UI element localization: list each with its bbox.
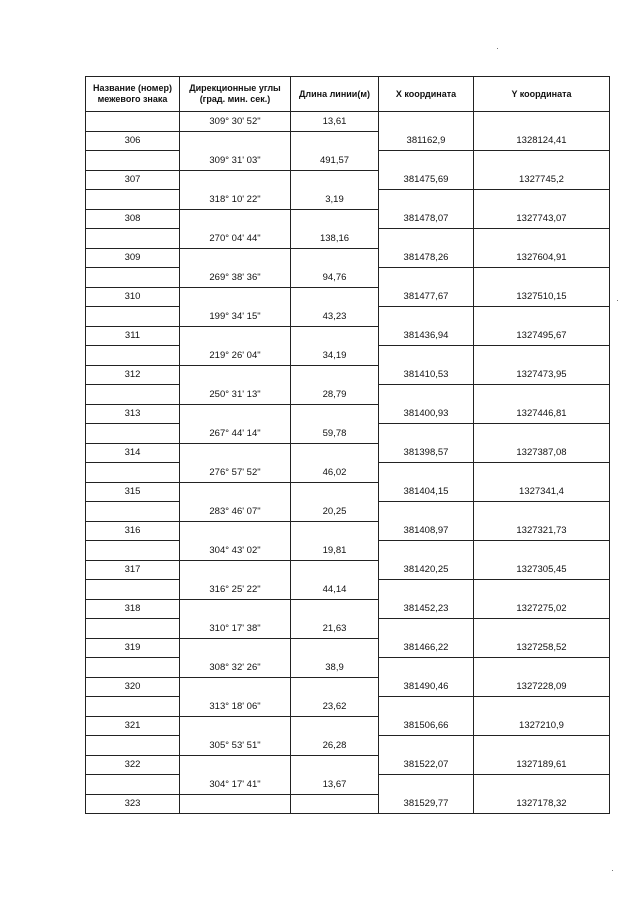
cell-direction-angle [180,209,291,229]
cell-direction-angle: 199° 34' 15" [180,307,291,327]
cell-y-coordinate [474,190,610,210]
cell-x-coordinate: 381398,57 [379,443,474,463]
cell-line-length [291,599,379,619]
cell-line-length: 23,62 [291,697,379,717]
header-y-coordinate: Y координата [474,77,610,112]
cell-direction-angle [180,131,291,151]
cell-direction-angle [180,170,291,190]
cell-y-coordinate: 1327228,09 [474,677,610,697]
cell-direction-angle: 304° 43' 02" [180,541,291,561]
table-row [86,794,610,814]
cell-line-length [291,794,379,814]
cell-mark-name: 307 [86,170,180,190]
table-row [86,541,610,561]
cell-mark-name [86,502,180,522]
cell-direction-angle [180,716,291,736]
cell-y-coordinate [474,268,610,288]
cell-line-length: 138,16 [291,229,379,249]
cell-x-coordinate: 381404,15 [379,482,474,502]
cell-x-coordinate [379,502,474,522]
cell-direction-angle [180,560,291,580]
cell-direction-angle [180,755,291,775]
cell-y-coordinate: 1327495,67 [474,326,610,346]
cell-line-length: 94,76 [291,268,379,288]
cell-line-length: 43,23 [291,307,379,327]
table-row [86,248,610,268]
cell-x-coordinate: 381529,77 [379,794,474,814]
cell-x-coordinate [379,697,474,717]
cell-mark-name: 320 [86,677,180,697]
cell-mark-name: 322 [86,755,180,775]
cell-line-length [291,170,379,190]
cell-mark-name [86,697,180,717]
cell-direction-angle: 269° 38' 36" [180,268,291,288]
cell-mark-name [86,463,180,483]
table-row [86,482,610,502]
cell-x-coordinate: 381466,22 [379,638,474,658]
cell-line-length: 46,02 [291,463,379,483]
cell-line-length [291,209,379,229]
cell-y-coordinate: 1327178,32 [474,794,610,814]
table-row [86,170,610,190]
table-row [86,716,610,736]
scan-speck [497,48,498,49]
table-row [86,326,610,346]
table-row [86,404,610,424]
cell-mark-name [86,658,180,678]
table-row [86,560,610,580]
cell-direction-angle [180,521,291,541]
cell-mark-name [86,190,180,210]
table-row [86,502,610,522]
cell-line-length [291,560,379,580]
cell-line-length [291,248,379,268]
table-row [86,755,610,775]
cell-x-coordinate: 381162,9 [379,131,474,151]
cell-line-length: 34,19 [291,346,379,366]
cell-y-coordinate [474,619,610,639]
table-row [86,638,610,658]
cell-y-coordinate [474,112,610,132]
cell-y-coordinate: 1327321,73 [474,521,610,541]
table-row [86,580,610,600]
cell-x-coordinate [379,112,474,132]
table-row [86,736,610,756]
scan-speck [617,300,618,301]
cell-direction-angle: 270° 04' 44" [180,229,291,249]
cell-y-coordinate: 1328124,41 [474,131,610,151]
table-row [86,424,610,444]
cell-y-coordinate [474,502,610,522]
header-direction-angle: Дирекционные углы (град. мин. сек.) [180,77,291,112]
cell-y-coordinate: 1327189,61 [474,755,610,775]
cell-direction-angle: 309° 30' 52" [180,112,291,132]
cell-direction-angle: 310° 17' 38" [180,619,291,639]
cell-line-length [291,404,379,424]
table-row [86,365,610,385]
cell-mark-name: 316 [86,521,180,541]
table-row [86,131,610,151]
cell-y-coordinate: 1327446,81 [474,404,610,424]
cell-direction-angle: 267° 44' 14" [180,424,291,444]
cell-y-coordinate [474,385,610,405]
cell-mark-name: 310 [86,287,180,307]
cell-line-length: 26,28 [291,736,379,756]
cell-line-length: 20,25 [291,502,379,522]
cell-direction-angle: 219° 26' 04" [180,346,291,366]
cell-line-length [291,755,379,775]
cell-direction-angle [180,443,291,463]
cell-y-coordinate: 1327275,02 [474,599,610,619]
cell-x-coordinate [379,229,474,249]
cell-y-coordinate [474,307,610,327]
cell-x-coordinate [379,424,474,444]
cell-mark-name: 318 [86,599,180,619]
cell-line-length [291,638,379,658]
cell-line-length: 28,79 [291,385,379,405]
cell-direction-angle: 313° 18' 06" [180,697,291,717]
cell-mark-name [86,736,180,756]
table-row [86,658,610,678]
cell-x-coordinate: 381400,93 [379,404,474,424]
cell-y-coordinate: 1327604,91 [474,248,610,268]
cell-direction-angle [180,248,291,268]
cell-x-coordinate: 381478,26 [379,248,474,268]
cell-mark-name: 308 [86,209,180,229]
cell-x-coordinate: 381420,25 [379,560,474,580]
cell-x-coordinate [379,736,474,756]
cell-x-coordinate [379,190,474,210]
cell-y-coordinate [474,736,610,756]
table-row [86,307,610,327]
cell-x-coordinate: 381477,67 [379,287,474,307]
table-row [86,619,610,639]
table-row [86,521,610,541]
cell-x-coordinate: 381408,97 [379,521,474,541]
cell-y-coordinate: 1327510,15 [474,287,610,307]
cell-line-length [291,287,379,307]
cell-y-coordinate: 1327745,2 [474,170,610,190]
table-row [86,385,610,405]
table-row [86,287,610,307]
cell-direction-angle [180,404,291,424]
header-mark-name: Название (номер) межевого знака [86,77,180,112]
cell-line-length: 13,67 [291,775,379,795]
cell-direction-angle [180,326,291,346]
cell-line-length [291,131,379,151]
cell-line-length: 44,14 [291,580,379,600]
cell-x-coordinate [379,346,474,366]
cell-y-coordinate [474,346,610,366]
scan-speck [612,870,613,871]
cell-x-coordinate [379,151,474,171]
cell-y-coordinate: 1327743,07 [474,209,610,229]
cell-mark-name [86,580,180,600]
cell-x-coordinate [379,619,474,639]
cell-direction-angle: 304° 17' 41" [180,775,291,795]
cell-x-coordinate: 381478,07 [379,209,474,229]
table-row [86,443,610,463]
cell-line-length: 13,61 [291,112,379,132]
cell-y-coordinate [474,229,610,249]
table-row [86,775,610,795]
table-body [86,112,610,814]
cell-line-length [291,365,379,385]
cell-x-coordinate [379,580,474,600]
cell-x-coordinate: 381506,66 [379,716,474,736]
cell-mark-name: 317 [86,560,180,580]
cell-mark-name: 313 [86,404,180,424]
cell-mark-name: 315 [86,482,180,502]
table-row [86,190,610,210]
cell-x-coordinate: 381452,23 [379,599,474,619]
cell-mark-name [86,424,180,444]
table-row [86,463,610,483]
cell-direction-angle [180,365,291,385]
cell-x-coordinate [379,307,474,327]
table-header-row [86,77,610,112]
cell-line-length: 491,57 [291,151,379,171]
cell-x-coordinate [379,268,474,288]
cell-mark-name: 306 [86,131,180,151]
header-line-length: Длина линии(м) [291,77,379,112]
table-row [86,599,610,619]
table-row [86,677,610,697]
cell-mark-name [86,307,180,327]
cell-line-length [291,521,379,541]
cell-x-coordinate: 381475,69 [379,170,474,190]
cell-line-length: 21,63 [291,619,379,639]
cell-x-coordinate: 381436,94 [379,326,474,346]
cell-y-coordinate [474,424,610,444]
cell-mark-name: 319 [86,638,180,658]
cell-direction-angle: 283° 46' 07" [180,502,291,522]
cell-y-coordinate [474,463,610,483]
cell-y-coordinate: 1327473,95 [474,365,610,385]
cell-line-length: 3,19 [291,190,379,210]
cell-x-coordinate [379,385,474,405]
cell-line-length [291,326,379,346]
table-row [86,151,610,171]
cell-mark-name: 321 [86,716,180,736]
cell-y-coordinate [474,541,610,561]
cell-mark-name [86,619,180,639]
cell-direction-angle [180,482,291,502]
table-row [86,229,610,249]
table-row [86,112,610,132]
cell-line-length: 38,9 [291,658,379,678]
cell-direction-angle: 305° 53' 51" [180,736,291,756]
table-row [86,209,610,229]
cell-y-coordinate: 1327305,45 [474,560,610,580]
cell-mark-name [86,151,180,171]
cell-mark-name [86,229,180,249]
cell-mark-name [86,346,180,366]
boundary-coordinates-table [85,76,610,814]
cell-direction-angle [180,638,291,658]
cell-mark-name [86,385,180,405]
cell-mark-name: 314 [86,443,180,463]
cell-direction-angle: 308° 32' 26" [180,658,291,678]
cell-y-coordinate: 1327387,08 [474,443,610,463]
cell-mark-name [86,268,180,288]
cell-direction-angle: 309° 31' 03" [180,151,291,171]
cell-direction-angle [180,287,291,307]
cell-line-length [291,482,379,502]
cell-direction-angle [180,599,291,619]
cell-y-coordinate: 1327210,9 [474,716,610,736]
table-row [86,346,610,366]
cell-line-length [291,716,379,736]
cell-mark-name: 311 [86,326,180,346]
cell-y-coordinate [474,697,610,717]
cell-y-coordinate [474,775,610,795]
cell-direction-angle [180,794,291,814]
cell-x-coordinate [379,775,474,795]
cell-direction-angle [180,677,291,697]
cell-y-coordinate [474,658,610,678]
cell-x-coordinate: 381490,46 [379,677,474,697]
cell-x-coordinate: 381522,07 [379,755,474,775]
cell-line-length: 59,78 [291,424,379,444]
table-row [86,697,610,717]
cell-y-coordinate [474,580,610,600]
cell-x-coordinate [379,658,474,678]
cell-direction-angle: 318° 10' 22" [180,190,291,210]
cell-mark-name: 323 [86,794,180,814]
cell-y-coordinate [474,151,610,171]
cell-y-coordinate: 1327258,52 [474,638,610,658]
cell-line-length: 19,81 [291,541,379,561]
cell-direction-angle: 316° 25' 22" [180,580,291,600]
cell-mark-name [86,112,180,132]
cell-mark-name [86,775,180,795]
cell-direction-angle: 276° 57' 52" [180,463,291,483]
cell-line-length [291,677,379,697]
cell-x-coordinate [379,541,474,561]
cell-y-coordinate: 1327341,4 [474,482,610,502]
cell-direction-angle: 250° 31' 13" [180,385,291,405]
cell-x-coordinate [379,463,474,483]
cell-line-length [291,443,379,463]
cell-mark-name: 312 [86,365,180,385]
table-row [86,268,610,288]
cell-mark-name: 309 [86,248,180,268]
cell-x-coordinate: 381410,53 [379,365,474,385]
header-x-coordinate: X координата [379,77,474,112]
cell-mark-name [86,541,180,561]
